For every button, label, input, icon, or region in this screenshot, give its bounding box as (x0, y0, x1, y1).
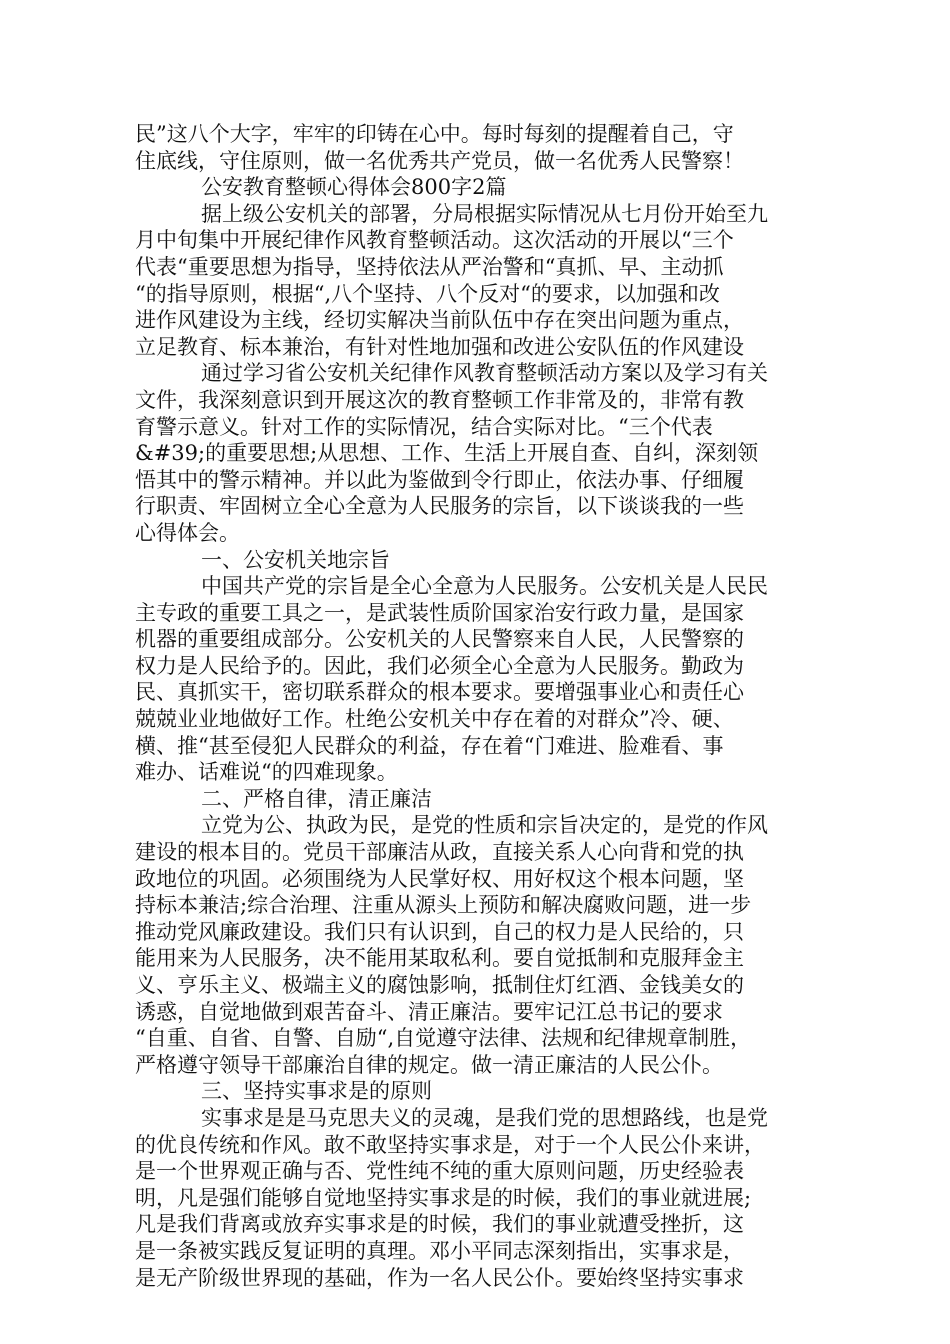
text-line: 是一条被实践反复证明的真理。邓小平同志深刻指出，实事求是， (135, 1238, 744, 1263)
text-line: 是无产阶级世界现的基础，作为一名人民公仆。要始终坚持实事求 (135, 1265, 744, 1290)
text-line: 一、公安机关地宗旨 (201, 547, 390, 572)
text-line: 是一个世界观正确与否、党性纯不纯的重大原则问题，历史经验表 (135, 1159, 744, 1184)
document-body (135, 121, 815, 1291)
text-line: “自重、自省、自警、自励“,自觉遵守法律、法规和纪律规章制胜， (135, 1026, 752, 1051)
text-line: 立党为公、执政为民，是党的性质和宗旨决定的，是党的作风 (201, 813, 768, 838)
text-line: 义、亨乐主义、极端主义的腐蚀影响，抵制住灯红酒、金钱美女的 (135, 973, 744, 997)
text-line: 权力是人民给予的。因此，我们必须全心全意为人民服务。勤政为 (135, 653, 744, 678)
text-line: 据上级公安机关的部署，分局根据实际情况从七月份开始至九 (201, 201, 768, 226)
text-line: 兢兢业业地做好工作。杜绝公安机关中存在着的对群众”冷、硬、 (135, 707, 734, 732)
text-line: 进作风建设为主线，经切实解决当前队伍中存在突出问题为重点， (135, 308, 744, 333)
text-line: 推动党风廉政建设。我们只有认识到，自己的权力是人民给的，只 (135, 919, 744, 944)
text-line: 主专政的重要工具之一，是武装性质阶国家治安行政力量，是国家 (135, 600, 744, 625)
text-line: 持标本兼洁;综合治理、注重从源头上预防和解决腐败问题，进一步 (135, 893, 752, 918)
text-line: “的指导原则，根据“,八个坚持、八个反对“的要求，以加强和改 (135, 281, 720, 306)
text-line: 能用来为人民服务，决不能用某取私利。要自觉抵制和克服拜金主 (135, 946, 744, 971)
text-line: 民”这八个大字，牢牢的印铸在心中。每时每刻的提醒着自己，守 (135, 122, 734, 146)
text-line: 立足教育、标本兼治，有针对性地加强和改进公安队伍的作风建设 (135, 334, 744, 359)
text-line: 二、严格自律，清正廉洁 (201, 786, 432, 811)
text-line: 严格遵守领导干部廉治自律的规定。做一清正廉洁的人民公仆。 (135, 1052, 723, 1077)
text-line: 横、推“甚至侵犯人民群众的利益，存在着“门难进、脸难看、事 (135, 733, 724, 758)
text-line: 通过学习省公安机关纪律作风教育整顿活动方案以及学习有关 (201, 361, 768, 386)
text-line: 三、坚持实事求是的原则 (201, 1079, 432, 1104)
text-line: 难办、话难说“的四难现象。 (135, 760, 398, 785)
text-line: 机器的重要组成部分。公安机关的人民警察来自人民，人民警察的 (135, 627, 744, 652)
text-line: 心得体会。 (135, 520, 240, 545)
text-line: 凡是我们背离或放弃实事求是的时候，我们的事业就遭受挫折，这 (135, 1212, 744, 1237)
text-line: 住底线，守住原则，做一名优秀共产党员，做一名优秀人民警察！ (135, 148, 744, 173)
text-line: 行职责、牢固树立全心全意为人民服务的宗旨，以下谈谈我的一些 (135, 494, 744, 519)
text-line: 悟其中的警示精神。并以此为鉴做到令行即止，依法办事、仔细履 (135, 467, 744, 492)
text-line: 诱惑，自觉地做到艰苦奋斗、清正廉洁。要牢记江总书记的要求 (135, 999, 723, 1024)
text-line: 公安教育整顿心得体会800字2篇 (201, 175, 507, 200)
text-line: 的优良传统和作风。敢不敢坚持实事求是，对于一个人民公仆来讲， (135, 1132, 765, 1157)
text-line: 实事求是是马克思夫义的灵魂，是我们党的思想路线，也是党 (201, 1105, 768, 1130)
text-line: 育警示意义。针对工作的实际情况，结合实际对比。“三个代表 (135, 414, 713, 439)
text-line: 月中旬集中开展纪律作风教育整顿活动。这次活动的开展以“三个 (135, 228, 734, 253)
text-line: 建设的根本目的。党员干部廉洁从政，直接关系人心向背和党的执 (135, 840, 744, 865)
text-line: 中国共产党的宗旨是全心全意为人民服务。公安机关是人民民 (201, 574, 768, 599)
text-line: 文件，我深刻意识到开展这次的教育整顿工作非常及的，非常有教 (135, 387, 744, 412)
text-line: 政地位的巩固。必须围绕为人民掌好权、用好权这个根本问题，坚 (135, 866, 744, 891)
text-line: 明，凡是强们能够自觉地坚持实事求是的时候，我们的事业就进展; (135, 1185, 752, 1210)
text-line: 民、真抓实干，密切联系群众的根本要求。要增强事业心和责任心 (135, 680, 744, 705)
text-line: &#39;的重要思想;从思想、工作、生活上开展自查、自纠，深刻领 (135, 441, 759, 466)
text-line: 代表“重要思想为指导，坚持依法从严治警和“真抓、早、主动抓 (135, 254, 724, 279)
